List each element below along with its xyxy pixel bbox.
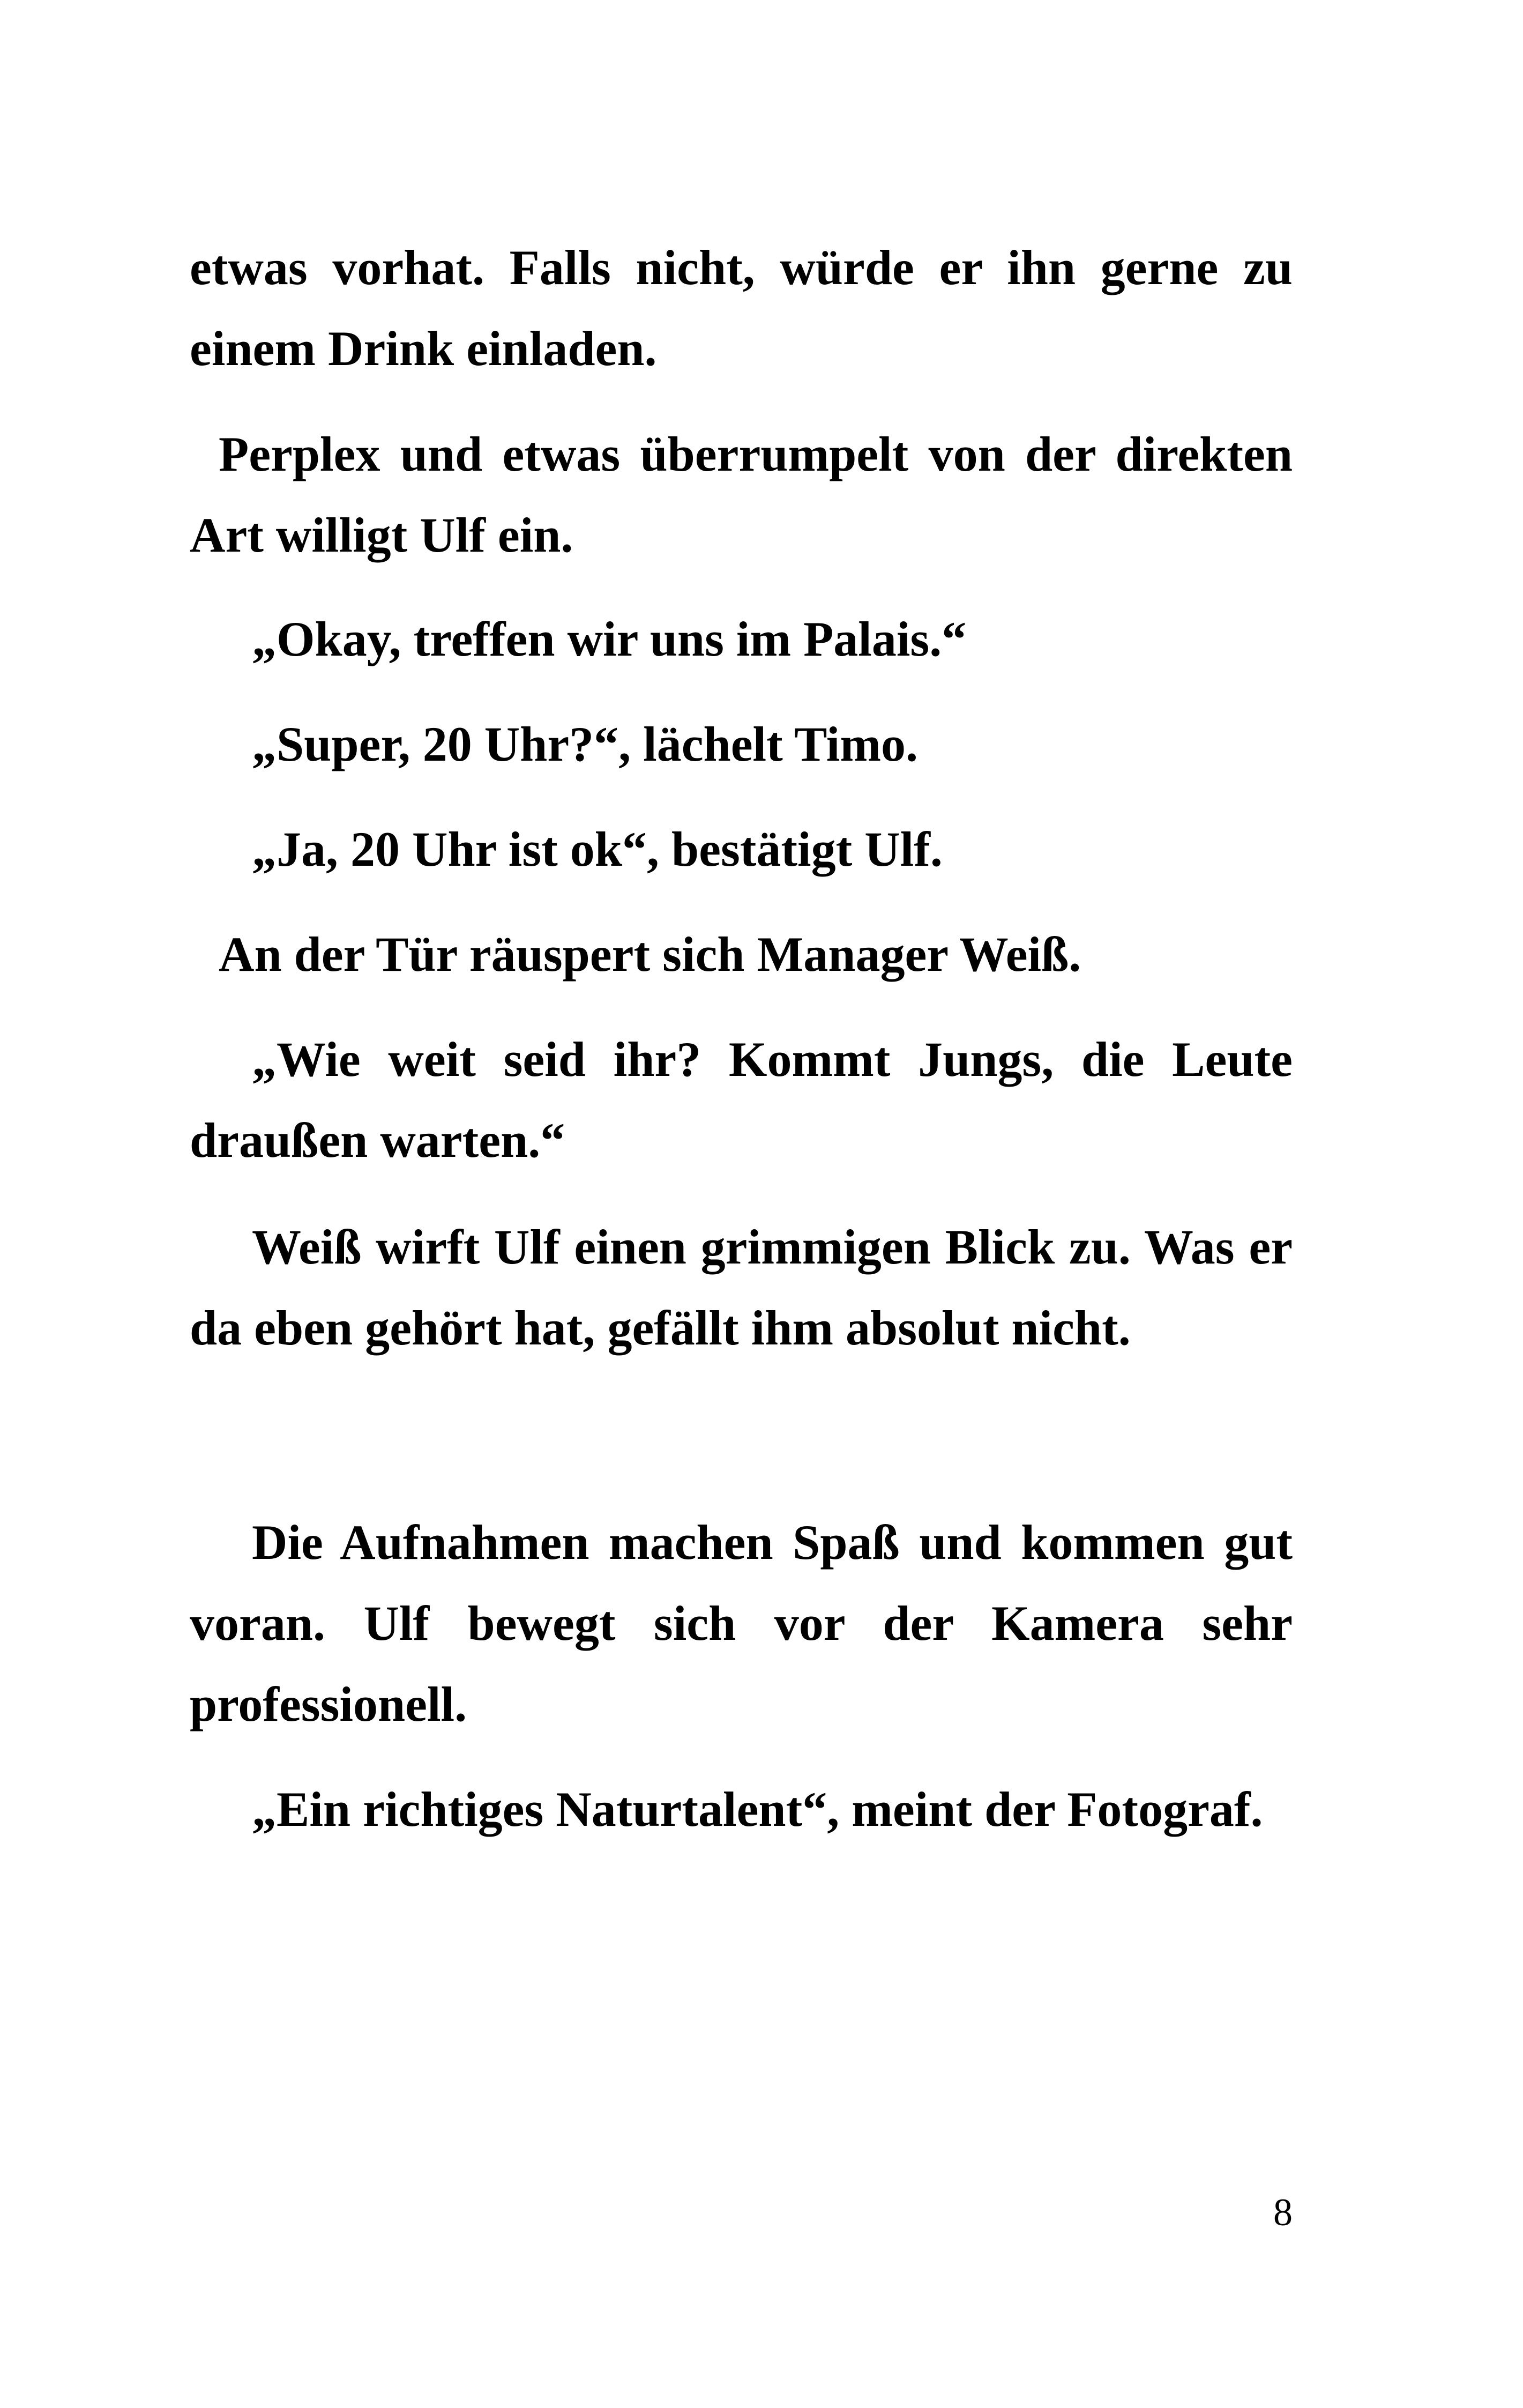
- paragraph-9: Die Aufnahmen machen Spaß und kommen gut voran. Ulf bewegt sich vor der Kamera sehr professionell.: [190, 1515, 1293, 1731]
- paragraph-7: „Wie weit seid ihr? Kommt Jungs, die Leute draußen warten.“: [190, 1032, 1293, 1168]
- paragraph-5: „Ja, 20 Uhr ist ok“, bestätigt Ulf.: [252, 822, 943, 876]
- paragraph-3: „Okay, treffen wir uns im Palais.“: [252, 612, 967, 666]
- page-number: 8: [1273, 2191, 1293, 2234]
- paragraph-8: Weiß wirft Ulf einen grimmigen Blick zu. Was er da eben gehört hat, gefällt ihm absolut nicht.: [190, 1220, 1293, 1355]
- paragraph-1: etwas vorhat. Falls nicht, würde er ihn gerne zu einem Drink einladen.: [190, 240, 1293, 376]
- paragraph-10: „Ein richtiges Naturtalent“, meint der Fotograf.: [252, 1782, 1263, 1837]
- paragraph-6: An der Tür räuspert sich Manager Weiß.: [219, 927, 1081, 982]
- paragraph-4: „Super, 20 Uhr?“, lächelt Timo.: [252, 717, 918, 771]
- paragraph-2: Perplex und etwas überrumpelt von der direkten Art willigt Ulf ein.: [190, 427, 1293, 562]
